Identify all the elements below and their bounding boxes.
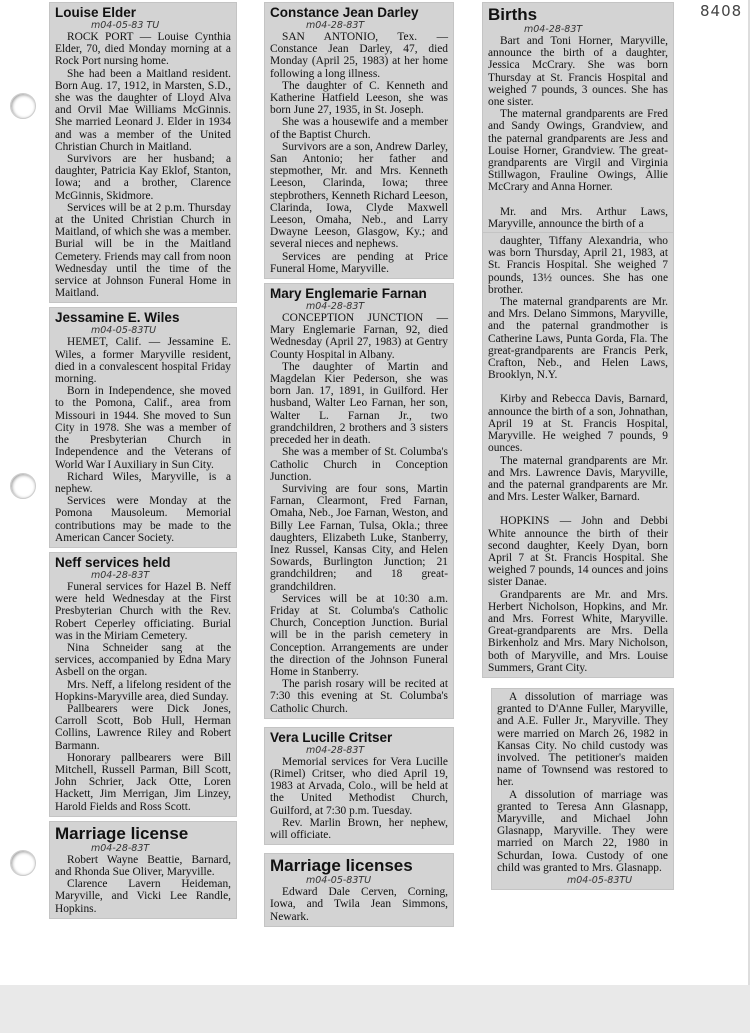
handwritten-date-stamp: m04-28-83T (306, 20, 365, 31)
article-paragraph: daughter, Tiffany Alexandria, who was born Thursday, April 21, 1983, at St. Francis Hospital. She weighed 7 pounds, 13½ ounces. She has one brother. (488, 235, 668, 296)
article-paragraph: Services will be at 10:30 a.m. Friday at St. Columba's Catholic Church, Conception Junction. Burial will be in the parish cemetery in Conception. Arrangements are under the direction of the Johnson Funeral Home in Stanberry. (270, 592, 448, 678)
article-paragraph: The maternal grandparents are Fred and Sandy Owings, Grandview, and the paternal grandparents are Jess and Louise Horner, Grandview. The great-grandparents are Virgil and Virginia Stillwagon, Frauline Owings, Allie McCrary and Anna Horner. (488, 108, 668, 194)
scanner-background (0, 985, 750, 1033)
clipping-column-left (50, 3, 236, 924)
handwritten-page-number: 8408 (700, 2, 743, 20)
punch-hole-icon (10, 850, 36, 876)
handwritten-date-stamp: m04-28-83T (91, 569, 150, 581)
article-paragraph: ROCK PORT — Louise Cynthia Elder, 70, died Monday morning at a Rock Port nursing home. (55, 31, 231, 68)
article-paragraph: Kirby and Rebecca Davis, Barnard, announce the birth of a son, Johnathan, April 19 at St. Francis Hospital, Maryville. He weighed 7 pounds, 9 ounces. (488, 393, 668, 455)
article-paragraph: Mr. and Mrs. Arthur Laws, Maryville, announce the birth of a (488, 205, 668, 230)
clipping-headline: Louise Elder (55, 5, 137, 20)
article-paragraph: CONCEPTION JUNCTION — Mary Englemarie Farnan, 92, died Wednesday (April 27, 1983) at Gentry County Hospital in Albany. (270, 312, 448, 361)
article-paragraph: HEMET, Calif. — Jessamine E. Wiles, a former Maryville resident, died in a convalescent hospital Friday morning. (55, 336, 231, 386)
clipping-column-right (483, 3, 673, 895)
article-paragraph: Grandparents are Mr. and Mrs. Herbert Nicholson, Hopkins, and Mr. and Mrs. Forrest White, Maryville. Great-grandparents are Mrs. Della Birkenholz and Mrs. Mary Nicholson, both of Maryville, and Mrs. Louise Summers, Grant City. (488, 588, 668, 674)
clipping-births1 (483, 3, 673, 233)
handwritten-date-stamp: m04-05-83TU (567, 875, 633, 886)
clipping-neff (50, 553, 236, 816)
handwritten-date-stamp: m04-05-83 TU (91, 20, 160, 31)
handwritten-date-stamp: m04-28-83T (91, 842, 150, 854)
article-paragraph: She had been a Maitland resident. Born Aug. 17, 1912, in Marsten, S.D., she was the daughter of Lloyd Alva and Orvil Mae Williams McGinnis. She married Leonard J. Elder in 1934 and was a member of the United Christian Church in Maitland. (55, 67, 231, 153)
clipping-constance (265, 3, 453, 278)
paragraph-gap (488, 503, 668, 515)
article-paragraph: Services were Monday at the Pomona Mausoleum. Memorial contributions may be made to the American Cancer Society. (55, 495, 231, 544)
article-paragraph: Funeral services for Hazel B. Neff were held Wednesday at the First Presbyterian Church with the Rev. Robert Ceperley officiating. Burial was in the Miriam Cemetery. (55, 580, 231, 642)
clipping-mlicenses (265, 854, 453, 926)
article-paragraph: The daughter of Martin and Magdelan Kier Pederson, she was born Jan. 17, 1891, in Guilford. Her husband, Walter Leo Farnan, her son, Walter L. Farnan Jr., two grandchildren, 2 brothers and 3 sisters preceded her in death. (270, 360, 448, 447)
handwritten-date-stamp: m04-05-83TU (91, 325, 157, 337)
clipping-jessamine (50, 308, 236, 546)
article-paragraph: She was a housewife and a member of the Baptist Church. (270, 116, 448, 141)
article-paragraph: Services are pending at Price Funeral Home, Maryville. (270, 250, 448, 275)
clipping-headline: Neff services held (55, 554, 171, 570)
article-paragraph: Nina Schneider sang at the services, accompanied by Edna Mary Asbell on the organ. (55, 641, 231, 679)
article-paragraph: Edward Dale Cerven, Corning, Iowa, and Twila Jean Simmons, Newark. (270, 886, 448, 923)
article-paragraph: The parish rosary will be recited at 7:30 this evening at St. Columba's Catholic Church. (270, 678, 448, 715)
clipping-headline: Mary Englemarie Farnan (270, 286, 427, 302)
clipping-headline: Births (488, 5, 538, 24)
clipping-louise (50, 3, 236, 302)
article-paragraph: Memorial services for Vera Lucille (Rimel) Critser, who died April 19, 1983 at Arvada, Colo., will be held at the United Methodist Church, Guilford, at 7:30 p.m. Tuesday. (270, 755, 448, 817)
article-paragraph: HOPKINS — John and Debbi White announce the birth of their second daughter, Keely Dyan, born April 7 at St. Francis Hospital. She weighed 7 pounds, 14 ounces and joins sister Danae. (488, 515, 668, 589)
article-paragraph: Honorary pallbearers were Bill Mitchell, Russell Parman, Bill Scott, John Schrier, Jack Otte, Loren Hackett, Jim Merrigan, Jim Linzey, Harold Fields and Ross Scott. (55, 751, 231, 813)
article-paragraph: Richard Wiles, Maryville, is a nephew. (55, 470, 231, 495)
clipping-column-middle (265, 3, 453, 932)
paragraph-gap (488, 381, 668, 393)
article-paragraph: A dissolution of marriage was granted to D'Anne Fuller, Maryville, and A.E. Fuller Jr., Maryville. They were married on March 26, 1982 in Kansas City. No child custody was involved. The petitioner's maiden name of Townsend was restored to her. (497, 690, 668, 789)
clipping-headline: Marriage license (55, 823, 189, 843)
clipping-dissolution (492, 689, 673, 889)
article-paragraph: She was a member of St. Columba's Catholic Church in Conception Junction. (270, 446, 448, 483)
article-paragraph: Survivors are a son, Andrew Darley, San Antonio; her father and stepmother, Mr. and Mrs. Kenneth Leeson, Clarinda, Iowa; three stepbrothers, Kenneth Richard Leeson, Clarinda, Iowa, Clyde Maxwell Leeson, Omaha, Neb., and Larry Dwayne Leeson, Glasgow, Ky.; and several nieces and nephews. (270, 140, 448, 251)
punch-hole-icon (10, 93, 36, 119)
clipping-headline: Jessamine E. Wiles (55, 310, 180, 326)
article-paragraph: Mrs. Neff, a lifelong resident of the Hopkins-Maryville area, died Sunday. (55, 678, 231, 703)
clipping-headline: Marriage licenses (270, 856, 413, 876)
handwritten-date-stamp: m04-05-83TU (306, 875, 372, 887)
article-paragraph: Rev. Marlin Brown, her nephew, will officiate. (270, 816, 448, 841)
article-paragraph: Clarence Lavern Heideman, Maryville, and Vicki Lee Randle, Hopkins. (55, 878, 231, 915)
clipping-headline: Constance Jean Darley (270, 5, 419, 20)
article-paragraph: Survivors are her husband; a daughter, Patricia Kay Eklof, Stanton, Iowa; and a brother, Clarence McGinnis, Skidmore. (55, 153, 231, 202)
clipping-vera (265, 728, 453, 844)
clipping-farnan (265, 284, 453, 718)
clipping-headline: Vera Lucille Critser (270, 729, 393, 745)
article-paragraph: The maternal grandparents are Mr. and Mrs. Delano Simmons, Maryville, and the paternal grandmother is Catherine Laws, Punta Gorda, Fla. The great-grandparents are Francis Perk, Crafton, Neb., and Helen Laws, Brooklyn, N.Y. (488, 296, 668, 382)
punch-hole-icon (10, 473, 36, 499)
article-paragraph: Surviving are four sons, Martin Farnan, Clearmont, Fred Farnan, Omaha, Neb., Joe Farnan, Weston, and Billy Lee Farnan, Tulsa, Okla.; three daughters, Elizabeth Luke, Stanberry, Inez Russel, Kansas City, and Helen Sowards, Burlington Junction; 21 grandchildren; and 18 great-grandchildren. (270, 482, 448, 593)
paragraph-gap (488, 194, 668, 206)
clipping-births2 (483, 233, 673, 677)
handwritten-date-stamp: m04-28-83T (524, 24, 583, 35)
handwritten-date-stamp: m04-28-83T (306, 301, 365, 313)
article-paragraph: Bart and Toni Horner, Maryville, announce the birth of a daughter, Jessica McCrary. She was born Thursday at St. Francis Hospital and weighed 7 pounds, 3 ounces. She has one sister. (488, 35, 668, 109)
article-paragraph: Services will be at 2 p.m. Thursday at the United Christian Church in Maitland, of which she was a member. Burial will be in the Maitland Cemetery. Friends may call from noon Wednesday until the time of the service at Johnson Funeral Home in Maitland. (55, 201, 231, 300)
article-paragraph: The daughter of C. Kenneth and Katherine Hatfield Leeson, she was born June 27, 1935, in St. Joseph. (270, 79, 448, 117)
handwritten-date-stamp: m04-28-83T (306, 744, 365, 756)
article-paragraph: Robert Wayne Beattie, Barnard, and Rhonda Sue Oliver, Maryville. (55, 853, 231, 878)
article-paragraph: A dissolution of marriage was granted to Teresa Ann Glasnapp, Maryville, and Michael John Glasnapp, Maryville. They were married on March 22, 1980 in Schurdan, Iowa. Custody of one child was granted to Mrs. Glasnapp. (497, 788, 668, 874)
article-paragraph: The maternal grandparents are Mr. and Mrs. Lawrence Davis, Maryville, and the paternal grandparents are Mr. and Mrs. Lester Walker, Barnard. (488, 454, 668, 504)
clipping-mlicense (50, 822, 236, 918)
article-paragraph: SAN ANTONIO, Tex. — Constance Jean Darley, 47, died Monday (April 25, 1983) at her home following a long illness. (270, 31, 448, 80)
article-paragraph: Born in Independence, she moved to the Pomona, Calif., area from Missouri in 1944. She moved to Sun City in 1978. She was a member of the Presbyterian Church in Independence and the Veterans of World War I Auxiliary in Sun City. (55, 385, 231, 471)
article-paragraph: Pallbearers were Dick Jones, Carroll Scott, Bob Hull, Herman Collins, Lawrence Riley and Robert Barmann. (55, 702, 231, 752)
